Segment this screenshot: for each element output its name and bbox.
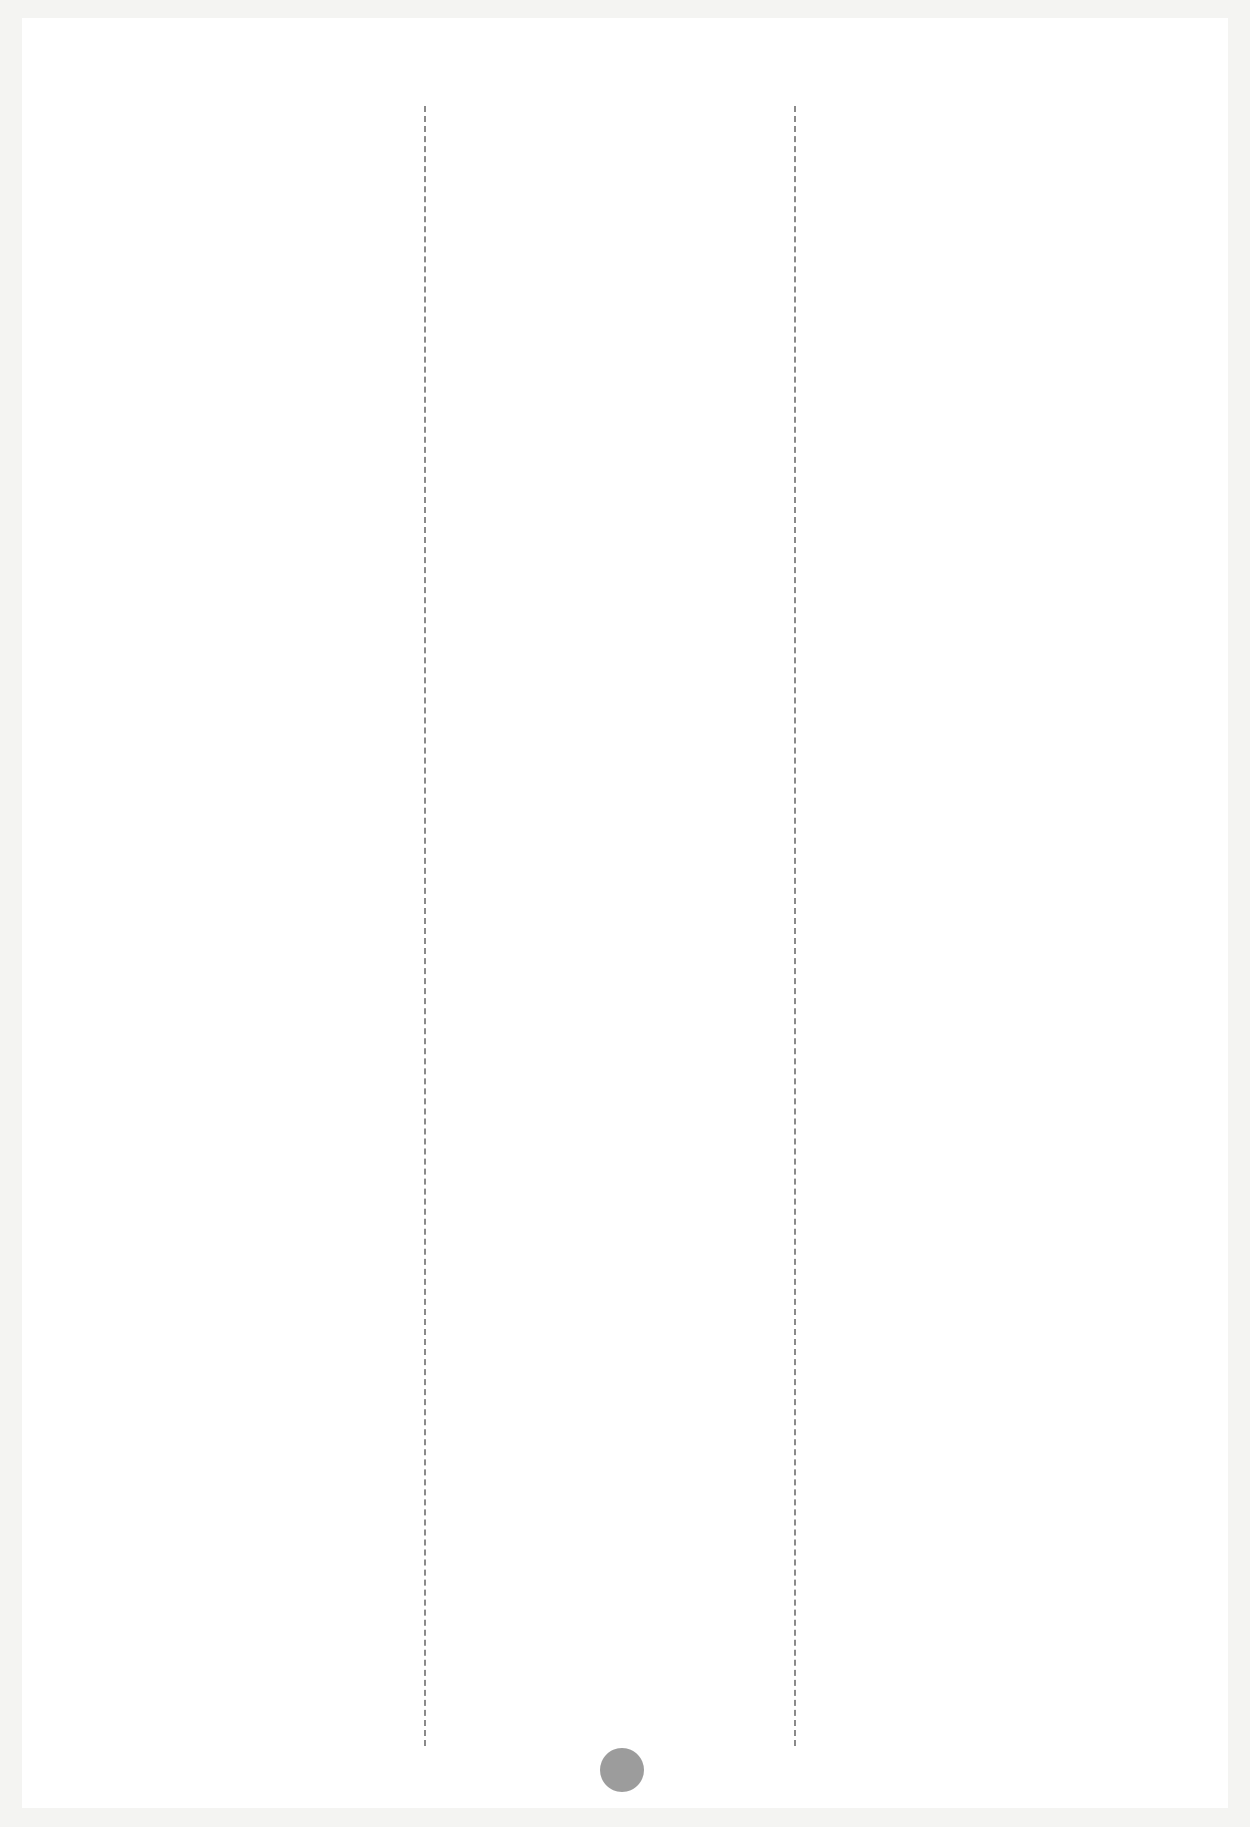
grid-block-s1 — [74, 602, 414, 938]
grid-row — [74, 994, 414, 1050]
answer-q3b — [74, 432, 414, 488]
answer-column-1 — [74, 96, 414, 1674]
explain-e1-first — [812, 96, 1212, 152]
grid-row — [74, 1506, 414, 1562]
section-heading-special-line-1 — [444, 152, 784, 210]
grid-row — [74, 1450, 414, 1506]
grid-row — [74, 1562, 414, 1618]
grid-row — [74, 96, 414, 152]
answer-s3a — [74, 1106, 414, 1162]
column-divider-left — [424, 106, 426, 1746]
grid-row — [74, 658, 414, 714]
section-heading-unit-2 — [444, 326, 784, 384]
section-heading-review — [74, 1280, 414, 1338]
section-heading-special-line-2 — [444, 210, 784, 268]
grid-row — [74, 1394, 414, 1450]
grid-row — [74, 714, 414, 770]
explain-e1b-first — [812, 152, 1212, 208]
grid-row — [74, 938, 414, 994]
grid-block-r1 — [74, 1338, 414, 1674]
grid-row — [74, 882, 414, 938]
answer-column-2 — [444, 96, 784, 384]
grid-row — [74, 1618, 414, 1674]
answer-q4 — [74, 488, 414, 544]
grid-row — [74, 770, 414, 826]
answer-q4 — [444, 96, 784, 152]
answer-s4 — [74, 1218, 414, 1274]
grid-block-s2 — [74, 938, 414, 1106]
page-number-badge — [600, 1748, 644, 1792]
grid-row — [74, 1050, 414, 1106]
answer-page — [22, 18, 1228, 1808]
grid-row — [74, 264, 414, 320]
answer-column-3 — [812, 96, 1212, 264]
answer-q3a — [74, 376, 414, 432]
grid-row — [74, 1338, 414, 1394]
grid-row — [74, 602, 414, 658]
grid-row — [74, 826, 414, 882]
answer-s3b — [74, 1162, 414, 1218]
column-divider-right — [794, 106, 796, 1746]
grid-block-1 — [74, 96, 414, 320]
section-heading-special-line-3 — [444, 268, 784, 326]
grid-row — [74, 152, 414, 208]
section-heading-lesson-11 — [74, 544, 414, 602]
answer-q2 — [74, 320, 414, 376]
grid-row — [74, 208, 414, 264]
explain-e2-first — [812, 208, 1212, 264]
